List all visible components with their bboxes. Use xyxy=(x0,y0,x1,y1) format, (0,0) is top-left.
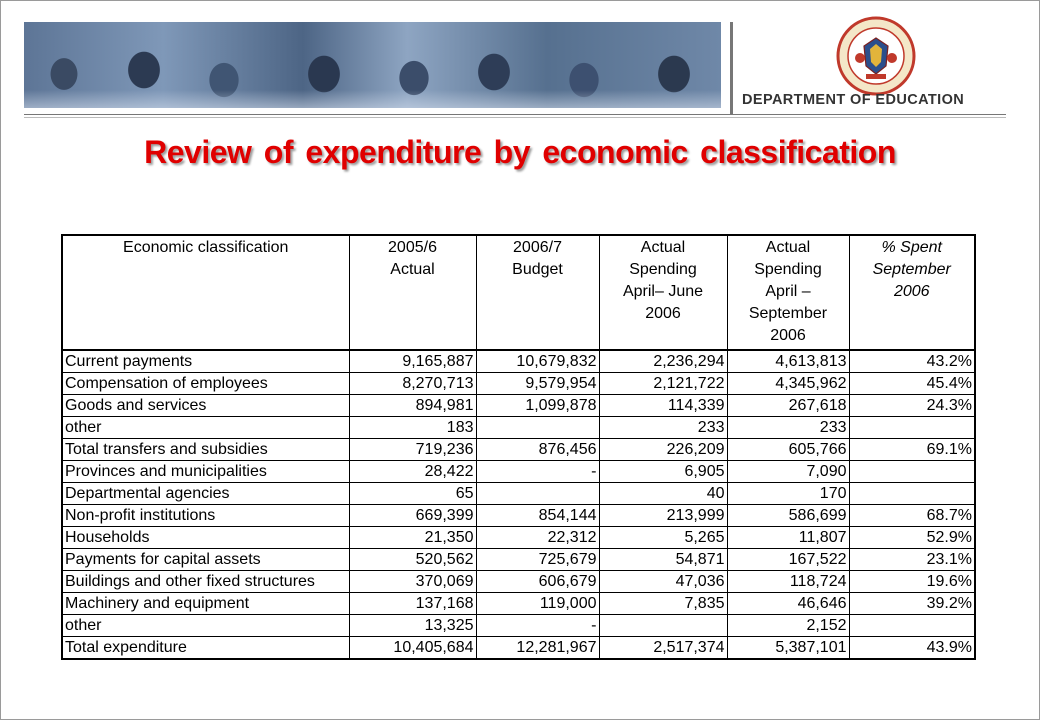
row-label: Compensation of employees xyxy=(62,373,349,395)
row-label: Non-profit institutions xyxy=(62,505,349,527)
table-row xyxy=(62,571,975,593)
table-cell: 2,152 xyxy=(727,615,849,637)
table-cell: 43.2% xyxy=(849,350,975,373)
table-cell: 24.3% xyxy=(849,395,975,417)
table-cell: 4,345,962 xyxy=(727,373,849,395)
table-cell: 719,236 xyxy=(349,439,476,461)
table-cell: 267,618 xyxy=(727,395,849,417)
table-cell: 65 xyxy=(349,483,476,505)
table-row xyxy=(62,527,975,549)
row-label: other xyxy=(62,615,349,637)
table-cell: 586,699 xyxy=(727,505,849,527)
table-cell: 233 xyxy=(727,417,849,439)
table-row xyxy=(62,350,975,373)
row-label: Payments for capital assets xyxy=(62,549,349,571)
header-divider-horizontal-light xyxy=(24,117,1006,118)
table-cell: 2,121,722 xyxy=(599,373,727,395)
table-cell: 605,766 xyxy=(727,439,849,461)
header-divider-vertical xyxy=(730,22,733,114)
table-cell: 1,099,878 xyxy=(476,395,599,417)
table-cell: 118,724 xyxy=(727,571,849,593)
table-cell: 894,981 xyxy=(349,395,476,417)
table-row xyxy=(62,549,975,571)
table-cell: 233 xyxy=(599,417,727,439)
table-row xyxy=(62,637,975,660)
table-cell xyxy=(849,615,975,637)
table-cell: 137,168 xyxy=(349,593,476,615)
table-cell: 7,090 xyxy=(727,461,849,483)
col-header: % Spent September 2006 xyxy=(849,235,975,350)
table-row xyxy=(62,483,975,505)
table-cell: 4,613,813 xyxy=(727,350,849,373)
table-cell: 9,579,954 xyxy=(476,373,599,395)
table-cell: 226,209 xyxy=(599,439,727,461)
table-cell: 6,905 xyxy=(599,461,727,483)
col-header: Actual Spending April – September 2006 xyxy=(727,235,849,350)
table-cell: 725,679 xyxy=(476,549,599,571)
table-cell xyxy=(849,417,975,439)
row-label: Total transfers and subsidies xyxy=(62,439,349,461)
col-header: Actual Spending April– June 2006 xyxy=(599,235,727,350)
table-cell: 47,036 xyxy=(599,571,727,593)
table-cell: 114,339 xyxy=(599,395,727,417)
table-cell xyxy=(476,417,599,439)
slide-title: Review of expenditure by economic classification xyxy=(144,134,896,170)
table-cell xyxy=(476,483,599,505)
row-label: Buildings and other fixed structures xyxy=(62,571,349,593)
table-cell: 43.9% xyxy=(849,637,975,660)
table-cell: 54,871 xyxy=(599,549,727,571)
expenditure-table xyxy=(61,234,976,660)
row-label: Households xyxy=(62,527,349,549)
table-cell xyxy=(849,461,975,483)
table-cell: 167,522 xyxy=(727,549,849,571)
table-cell: 52.9% xyxy=(849,527,975,549)
table-cell: 9,165,887 xyxy=(349,350,476,373)
table-cell: 45.4% xyxy=(849,373,975,395)
table-cell: 876,456 xyxy=(476,439,599,461)
table-row xyxy=(62,461,975,483)
table-header-row xyxy=(62,235,975,350)
table-cell: 2,236,294 xyxy=(599,350,727,373)
table-cell: 21,350 xyxy=(349,527,476,549)
table-cell: 370,069 xyxy=(349,571,476,593)
table-cell: 28,422 xyxy=(349,461,476,483)
table-row xyxy=(62,439,975,461)
table-row xyxy=(62,373,975,395)
row-label: Current payments xyxy=(62,350,349,373)
table-row xyxy=(62,417,975,439)
table-cell: 13,325 xyxy=(349,615,476,637)
table-cell: 669,399 xyxy=(349,505,476,527)
table-cell xyxy=(599,615,727,637)
table-cell: 170 xyxy=(727,483,849,505)
table-cell: 213,999 xyxy=(599,505,727,527)
table-cell: 22,312 xyxy=(476,527,599,549)
table-cell: - xyxy=(476,461,599,483)
table-cell: 40 xyxy=(599,483,727,505)
row-label: Goods and services xyxy=(62,395,349,417)
table-row xyxy=(62,615,975,637)
table-cell: - xyxy=(476,615,599,637)
col-header: Economic classification xyxy=(62,235,349,350)
row-label: Departmental agencies xyxy=(62,483,349,505)
table-cell: 7,835 xyxy=(599,593,727,615)
col-header: 2005/6 Actual xyxy=(349,235,476,350)
col-header: 2006/7 Budget xyxy=(476,235,599,350)
table-row xyxy=(62,593,975,615)
table-cell: 46,646 xyxy=(727,593,849,615)
table-cell: 19.6% xyxy=(849,571,975,593)
header-divider-horizontal xyxy=(24,114,1006,115)
table-cell xyxy=(849,483,975,505)
table-cell: 69.1% xyxy=(849,439,975,461)
row-label: other xyxy=(62,417,349,439)
table-cell: 12,281,967 xyxy=(476,637,599,660)
table-row xyxy=(62,395,975,417)
table-row xyxy=(62,505,975,527)
gauteng-crest-icon xyxy=(836,16,916,96)
table-cell: 5,265 xyxy=(599,527,727,549)
table-cell: 11,807 xyxy=(727,527,849,549)
row-label: Provinces and municipalities xyxy=(62,461,349,483)
department-name: DEPARTMENT OF EDUCATION xyxy=(742,92,965,108)
table-cell: 5,387,101 xyxy=(727,637,849,660)
table-cell: 606,679 xyxy=(476,571,599,593)
table-cell: 520,562 xyxy=(349,549,476,571)
table-cell: 119,000 xyxy=(476,593,599,615)
row-label: Machinery and equipment xyxy=(62,593,349,615)
table-cell: 10,405,684 xyxy=(349,637,476,660)
table-cell: 10,679,832 xyxy=(476,350,599,373)
table-cell: 8,270,713 xyxy=(349,373,476,395)
row-label: Total expenditure xyxy=(62,637,349,660)
table-cell: 23.1% xyxy=(849,549,975,571)
table-cell: 68.7% xyxy=(849,505,975,527)
banner-photo-children xyxy=(24,22,721,108)
table-cell: 854,144 xyxy=(476,505,599,527)
table-cell: 39.2% xyxy=(849,593,975,615)
table-cell: 2,517,374 xyxy=(599,637,727,660)
table-cell: 183 xyxy=(349,417,476,439)
